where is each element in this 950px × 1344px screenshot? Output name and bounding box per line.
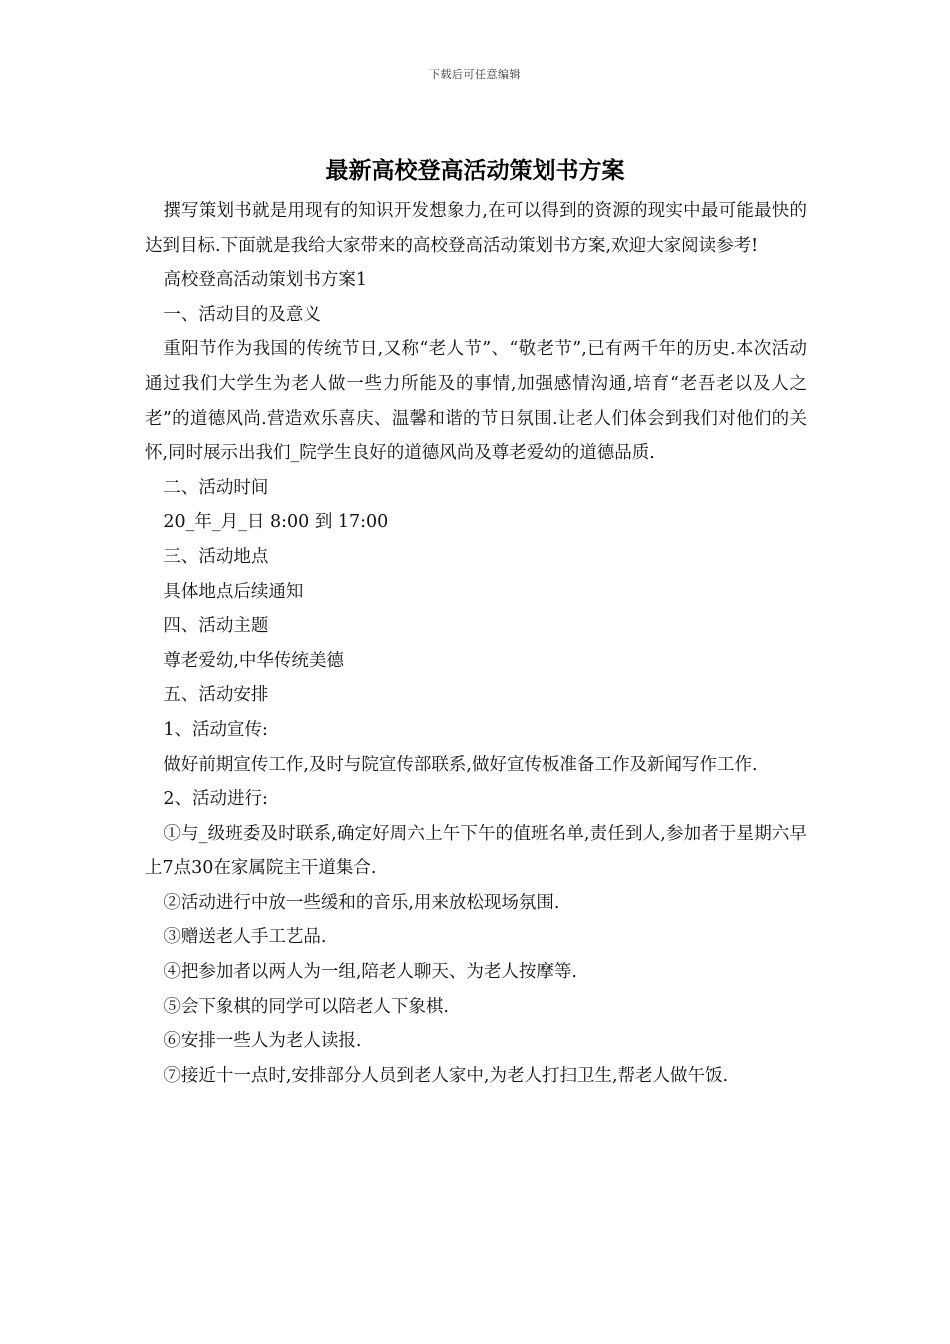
- section-heading-theme: 四、活动主题: [163, 616, 269, 637]
- publicity-paragraph: 做好前期宣传工作,及时与院宣传部联系,做好宣传板准备工作及新闻写作工作.: [163, 754, 758, 775]
- section-heading-time: 二、活动时间: [163, 477, 269, 498]
- subheading-publicity: 1、活动宣传:: [163, 719, 268, 740]
- subheading-progress: 2、活动进行:: [163, 789, 268, 810]
- page-header-note: 下载后可任意编辑: [429, 68, 521, 81]
- list-item: ⑦接近十一点时,安排部分人员到老人家中,为老人打扫卫生,帮老人做午饭.: [163, 1065, 729, 1086]
- location-paragraph: 具体地点后续通知: [163, 581, 304, 602]
- intro-paragraph: 撰写策划书就是用现有的知识开发想象力,在可以得到的资源的现实中最可能最快的达到目标.下面就是我给大家带来的高校登高活动策划书方案,欢迎大家阅读参考!: [145, 201, 807, 256]
- time-paragraph: 20_年_月_日 8:00 到 17:00: [163, 512, 389, 533]
- section-heading-location: 三、活动地点: [163, 546, 269, 567]
- section-heading-arrangement: 五、活动安排: [163, 685, 269, 706]
- document-body: [145, 194, 807, 1093]
- list-item: ②活动进行中放一些缓和的音乐,用来放松现场氛围.: [163, 892, 560, 913]
- list-item: ③赠送老人手工艺品.: [163, 927, 327, 948]
- list-item: ⑤会下象棋的同学可以陪老人下象棋.: [163, 996, 449, 1017]
- section-plan-heading: 高校登高活动策划书方案1: [163, 270, 368, 291]
- document-title: 最新高校登高活动策划书方案: [325, 157, 625, 184]
- purpose-paragraph: 重阳节作为我国的传统节日,又称“老人节”、“敬老节”,已有两千年的历史.本次活动通过我们大学生为老人做一些力所能及的事情,加强感情沟通,培育“老吾老以及人之老”的道德风尚.营造欢乐喜庆、温馨和谐的节日氛围.让老人们体会到我们对他们的关怀,同时展示出我们_院学生良好的道德风尚及尊老爱幼的道德品质.: [145, 339, 807, 464]
- list-item: ⑥安排一些人为老人读报.: [163, 1031, 362, 1052]
- list-item: ④把参加者以两人为一组,陪老人聊天、为老人按摩等.: [163, 962, 577, 983]
- list-item: ①与_级班委及时联系,确定好周六上午下午的值班名单,责任到人,参加者于星期六早上7点30在家属院主干道集合.: [145, 823, 807, 879]
- section-heading-purpose: 一、活动目的及意义: [163, 304, 321, 325]
- theme-paragraph: 尊老爱幼,中华传统美德: [163, 650, 344, 671]
